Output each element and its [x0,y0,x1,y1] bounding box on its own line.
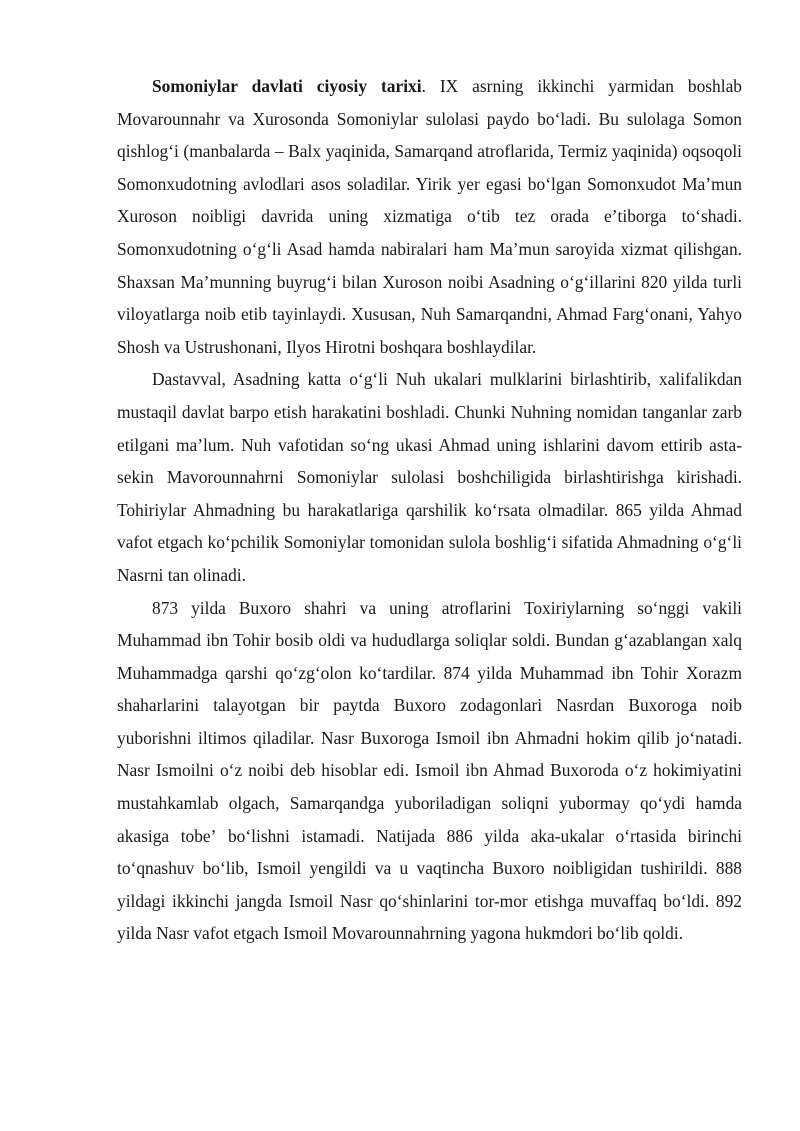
section-heading: Somoniylar davlati ciyosiy tarixi [152,76,422,96]
paragraph-ismoil-nasr [117,592,742,951]
document-page [117,70,742,950]
paragraph-nuh-ahmad [117,363,742,591]
paragraph-text: . IX asrning ikkinchi yarmidan boshlab Movarounnahr va Xurosonda Somoniylar sulolasi paydo boʻladi. Bu sulolaga Somon qishlogʻi (manbalarda – Balx yaqinida, Samarqand atroflarida, Termiz yaqinida) oqsoqoli Somonxudotning avlodlari asos soladilar. Yirik yer egasi boʻlgan Somonxudot Maʼmun Xuroson noibligi davrida uning xizmatiga oʻtib tez orada eʼtiborga toʻshadi. Somonxudotning oʻgʻli Asad hamda nabiralari ham Maʼmun saroyida xizmat qilishgan. Shaxsan Maʼmunning buyrugʻi bilan Xuroson noibi Asadning oʻgʻillarini 820 yilda turli viloyatlarga noib etib tayinlaydi. Xususan, Nuh Samarqandni, Ahmad Fargʻonani, Yahyo Shosh va Ustrushonani, Ilyos Hirotni boshqara boshlaydilar. [117,76,742,357]
paragraph-text: Dastavval, Asadning katta oʻgʻli Nuh ukalari mulklarini birlashtirib, xalifalikdan mustaqil davlat barpo etish harakatini boshladi. Chunki Nuhning nomidan tanganlar zarb etilgani maʼlum. Nuh vafotidan soʻng ukasi Ahmad uning ishlarini davom ettirib asta-sekin Mavorounnahrni Somoniylar sulolasi boshchiligida birlashtirishga kirishadi. Tohiriylar Ahmadning bu harakatlariga qarshilik koʻrsata olmadilar. 865 yilda Ahmad vafot etgach koʻpchilik Somoniylar tomonidan sulola boshligʻi sifatida Ahmadning oʻgʻli Nasrni tan olinadi. [117,369,742,585]
paragraph-text: 873 yilda Buxoro shahri va uning atroflarini Toxiriylarning soʻnggi vakili Muhammad ibn Tohir bosib oldi va hududlarga soliqlar soldi. Bundan gʻazablangan xalq Muhammadga qarshi qoʻzgʻolon koʻtardilar. 874 yilda Muhammad ibn Tohir Xorazm shaharlarini talayotgan bir paytda Buxoro zodagonlari Nasrdan Buxoroga noib yuborishni iltimos qiladilar. Nasr Buxoroga Ismoil ibn Ahmadni hokim qilib joʻnatadi. Nasr Ismoilni oʻz noibi deb hisoblar edi. Ismoil ibn Ahmad Buxoroda oʻz hokimiyatini mustahkamlab olgach, Samarqandga yuboriladigan soliqni yubormay qoʻydi hamda akasiga tobeʼ boʻlishni istamadi. Natijada 886 yilda aka-ukalar oʻrtasida birinchi toʻqnashuv boʻlib, Ismoil yengildi va u vaqtincha Buxoro noibligidan tushirildi. 888 yildagi ikkinchi jangda Ismoil Nasr qoʻshinlarini tor-mor etishga muvaffaq boʻldi. 892 yilda Nasr vafot etgach Ismoil Movarounnahrning yagona hukmdori boʻlib qoldi. [117,597,742,944]
paragraph-somoniylar-intro [117,70,742,363]
